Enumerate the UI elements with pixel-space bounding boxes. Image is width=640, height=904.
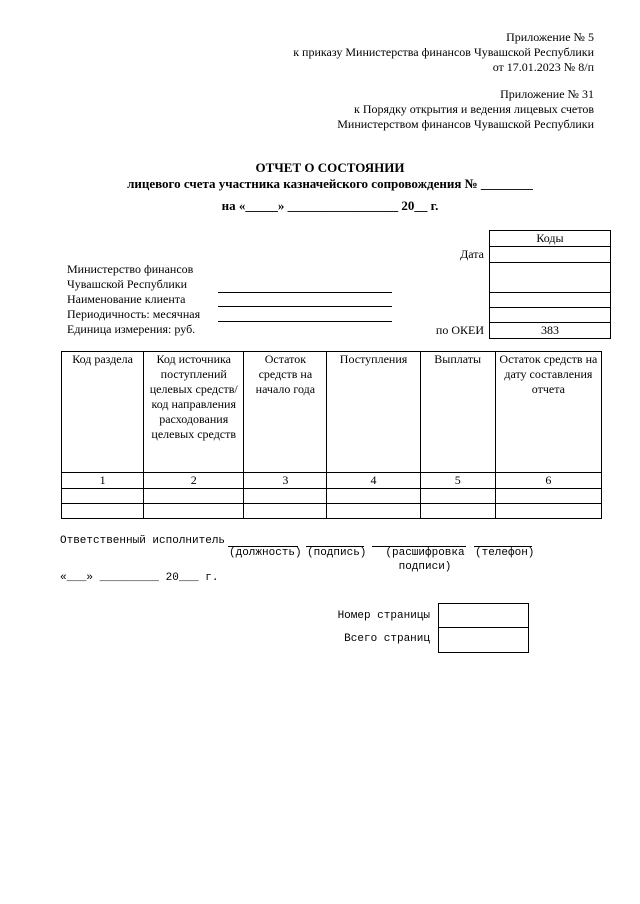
col-header: Остаток средств на начало года (244, 352, 327, 473)
report-title (0, 160, 640, 214)
table-cell[interactable] (62, 489, 144, 504)
col-number: 2 (144, 473, 244, 489)
signature-label: Ответственный исполнитель (60, 535, 226, 547)
col-header: Код раздела (62, 352, 144, 473)
col-header: Остаток средств на дату составления отчета (495, 352, 601, 473)
unit-label: Единица измерения: руб. (67, 322, 196, 336)
col-header: Код источника поступлений целевых средств/код направления расходования целевых средств (144, 352, 244, 473)
table-cell[interactable] (420, 504, 495, 519)
total-pages-box[interactable] (438, 627, 529, 653)
table-row[interactable] (62, 504, 602, 519)
codes-header: Коды (490, 231, 611, 247)
table-cell[interactable] (244, 489, 327, 504)
col-number: 3 (244, 473, 327, 489)
period-label: Периодичность: месячная (67, 307, 201, 321)
period-line[interactable] (218, 321, 392, 322)
code-date-cell[interactable] (490, 247, 611, 263)
client-line[interactable] (218, 306, 392, 307)
position-caption: (должность) (229, 547, 302, 559)
signature-date: «___» _________ 20___ г. (60, 572, 219, 584)
phone-caption: (телефон) (475, 547, 535, 559)
table-cell[interactable] (327, 504, 420, 519)
fields-block (67, 262, 200, 337)
total-pages-label: Всего страниц (344, 633, 430, 645)
appendix-line: от 17.01.2023 № 8/п (492, 60, 594, 74)
col-header: Выплаты (420, 352, 495, 473)
code-ministry-cell[interactable] (490, 263, 611, 293)
code-okei-cell: 383 (490, 323, 611, 339)
ministry-label: Министерство финансов (67, 262, 194, 276)
table-cell[interactable] (327, 489, 420, 504)
date-label: Дата (460, 247, 484, 261)
client-label: Наименование клиента (67, 292, 186, 306)
table-cell[interactable] (144, 489, 244, 504)
code-period-cell[interactable] (490, 308, 611, 323)
table-number-row (62, 473, 602, 489)
decode-caption (375, 546, 475, 574)
ministry-line[interactable] (218, 292, 392, 293)
main-table (61, 351, 602, 519)
col-number: 5 (420, 473, 495, 489)
decode-caption-line: (расшифровка (385, 547, 465, 559)
okei-label: по ОКЕИ (435, 323, 484, 337)
page-number-label: Номер страницы (337, 610, 430, 622)
title-date-line: на «_____» _________________ 20__ г. (221, 198, 439, 213)
appendix-block (194, 30, 594, 132)
decode-caption-line: подписи) (398, 561, 452, 573)
codes-table (489, 230, 611, 339)
appendix-line: к Порядку открытия и ведения лицевых счетов (353, 102, 594, 116)
table-cell[interactable] (62, 504, 144, 519)
title-line: лицевого счета участника казначейского сопровождения № ________ (127, 176, 533, 191)
col-number: 1 (62, 473, 144, 489)
appendix-line: Министерством финансов Чувашской Республики (337, 117, 594, 131)
appendix-line: к приказу Министерства финансов Чувашской Республики (293, 45, 594, 59)
table-header-row (62, 352, 602, 473)
col-header: Поступления (327, 352, 420, 473)
table-row[interactable] (62, 489, 602, 504)
table-cell[interactable] (495, 504, 601, 519)
ministry-label: Чувашской Республики (67, 277, 188, 291)
col-number: 4 (327, 473, 420, 489)
appendix-line: Приложение № 5 (506, 30, 594, 44)
table-cell[interactable] (495, 489, 601, 504)
appendix-line: Приложение № 31 (500, 87, 594, 101)
col-number: 6 (495, 473, 601, 489)
title-line: ОТЧЕТ О СОСТОЯНИИ (255, 160, 405, 175)
table-cell[interactable] (420, 489, 495, 504)
page-number-box[interactable] (438, 603, 529, 628)
sign-caption: (подпись) (307, 547, 367, 559)
table-cell[interactable] (144, 504, 244, 519)
table-cell[interactable] (244, 504, 327, 519)
code-client-cell[interactable] (490, 293, 611, 308)
